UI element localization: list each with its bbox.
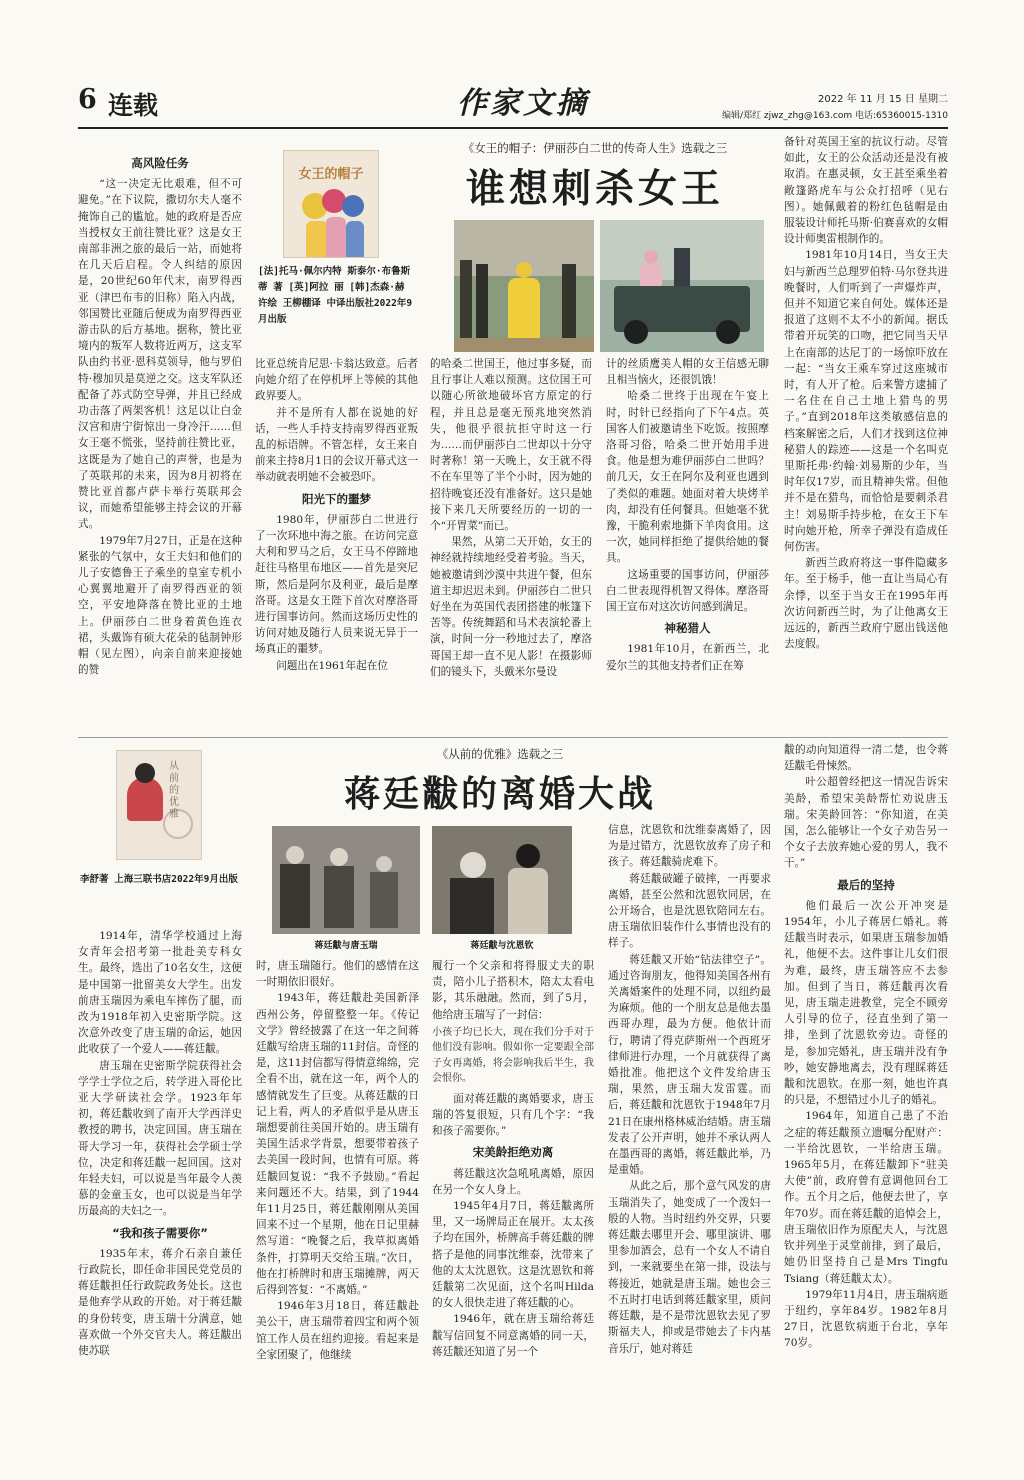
paragraph: 1946年3月18日，蒋廷黻赴美公干，唐玉瑞带着四宝和两个领馆工作人员在纽约迎接。看起来是全家团聚了，他继续 xyxy=(256,1300,419,1361)
photo-caption: 蒋廷黻与唐玉瑞 xyxy=(314,941,378,951)
subheading: “我和孩子需要你” xyxy=(112,1225,208,1240)
paragraph: 1980年，伊丽莎白二世进行了一次环地中海之旅。在访问完意大利和罗马之后，女王马不停蹄地赶往马格里布地区——首先是突尼斯，然后是阿尔及利亚，最后是摩洛哥。这是女王陛下首次对摩洛哥进行国事访问。然而这场历史性的访问对她及随行人员来说无异于一场真正的噩梦。 xyxy=(255,513,418,656)
paragraph: 叶公超曾经把这一情况告诉宋美龄，希望宋美龄帮忙劝说唐玉瑞。宋美龄回答：“你知道，在美国，怎么能够让一个女子劝告另一个女子去放弃她心爱的男人，我不干。” xyxy=(784,776,948,870)
photo-jiang-and-shen xyxy=(432,826,572,934)
paragraph: 唐玉瑞在史密斯学院获得社会学学士学位之后，转学进入哥伦比亚大学研读社会学。1923年年初，蒋廷黻收到了南开大学西洋史教授的聘书，决定回国。唐玉瑞在哥大学习一年，获得社会学硕士学位，决定和蒋廷黻一起回国。这对年轻夫妇，可以说是当年最令人羡慕的金童玉女，也可以说是当年学历最高的夫妇之一。 xyxy=(78,1059,242,1218)
article1-column-5 xyxy=(784,134,948,732)
subheading: 最后的坚持 xyxy=(837,877,895,892)
paragraph: 从此之后，那个意气风发的唐玉瑞消失了，她变成了一个泼妇一般的人物。当时纽约外交界，只要蒋廷黻去哪里开会、哪里演讲、哪里参加酒会，总有一个女人不请自到，一来就要坐在第一排，设法与蒋接近，她就是唐玉瑞。她也会三不五时打电话到蒋廷黻家里，质问蒋廷黻，是不是带沈恩钦去见了罗斯福夫人，抑或是带她去了卡内基音乐厅，她对蒋廷 xyxy=(608,1180,771,1355)
article2-column-4 xyxy=(608,822,771,1412)
paragraph: 蒋廷黻又开始“钻法律空子”。通过咨询朋友，他得知美国各州有关离婚案件的处理不同，以纽约最为麻烦。他的一个朋友总是他去墨西哥办理，最为方便。他依计而行，聘请了得克萨斯州一个西班牙律师进行办理，一个月就获得了离婚批准。他把这个文件发给唐玉瑞，果然，唐玉瑞大发雷霆。而后，蒋廷黻和沈恩钦于1948年7月21日在康州格林威治结婚。唐玉瑞发表了公开声明，她并不承认两人在墨西哥的离婚，蒋廷黻此举，乃是重婚。 xyxy=(608,953,771,1177)
paragraph: 并不是所有人都在说她的好话，一些人手持支持南罗得西亚叛乱的标语牌。不管怎样，女王来自前来主持8月1日的会议开幕式这一举动就表明她不会被恐吓。 xyxy=(255,406,418,484)
subheading: 神秘猎人 xyxy=(664,621,711,636)
paragraph: “这一决定无比艰难，但不可避免。”在下议院，撒切尔夫人毫不掩饰自己的尴尬。她的政府是否应当授权女王前往赞比亚？这是女王南部非洲之旅的最后一站，而她将在几天后启程。令人纠结的原因是，20世纪60年代末，南罗得西亚（津巴布韦的旧称）陷入内战，邻国赞比亚随后便成为南罗得西亚游击队的后方基地。据称，赞比亚境内的叛军人数将近两万，这支军队由约书亚·恩科莫领导，他与罗伯特·穆加贝是莫逆之交。这支军队还配备了苏式防空导弹，并且已经成功击落了两架客机！这足以让白金汉宫和唐宁街惊出一身冷汗……但女王毫不慌张，坚持前往赞比亚，这既是为了她自己的声誉，也是为了英联邦的未来，因为8月初将在赞比亚首都卢萨卡举行英联邦会议，而她希望能够主持会议的开幕式。 xyxy=(78,178,242,531)
paragraph: 蒋廷黻破罐子破摔，一再要求离婚，甚至公然和沈恩钦同居，在公开场合，也是沈恩钦陪同左右。唐玉瑞依旧装作什么事情也没有的样子。 xyxy=(608,872,771,950)
masthead: 作家文摘 xyxy=(457,86,589,121)
headline: 蒋廷黻的离婚大战 xyxy=(343,773,656,815)
paragraph: 问题出在1961年起在位 xyxy=(276,659,388,672)
photo-queen-new-zealand xyxy=(600,220,764,352)
article2-column-5 xyxy=(784,742,948,1412)
book-cover-former-elegance xyxy=(116,750,202,860)
paragraph: 哈桑二世终于出现在午宴上时，时针已经指向了下午4点。英国客人们被邀请坐下吃饭。按照摩洛哥习俗，哈桑二世开始用手进食。他是想为难伊丽莎白二世吗？前几天，女王在阿尔及利亚也遇到了类似的难题。她面对着大块烤羊肉，却没有任何餐具。但她毫不犹豫，干脆利索地撕下羊肉食用。这一次，她同样拒绝了提供给她的餐具。 xyxy=(606,390,769,565)
article1-column-1 xyxy=(78,150,242,732)
paragraph: 1981年10月，在新西兰，北爱尔兰的其他支持者们正在筹 xyxy=(606,643,769,672)
photo-caption: 蒋廷黻与沈恩钦 xyxy=(470,941,534,951)
section-divider xyxy=(78,737,948,738)
book-cover-title: 从前的优雅 xyxy=(169,761,179,820)
subheading: 高风险任务 xyxy=(131,156,189,170)
article2-column-3 xyxy=(432,958,594,1412)
editor-contact: 编辑/郑红 zjwz_zhg@163.com 电话:65360015-1310 xyxy=(722,111,948,121)
paragraph: 比亚总统肯尼思·卡翁达致意。后者向她介绍了在停机坪上等候的其他政界要人。 xyxy=(255,358,418,403)
paragraph: 1914年，清华学校通过上海女青年会招考第一批赴美专科女生。最终，选出了10名女生，这便是中国第一批留美女大学生。出发前唐玉瑞因为乘电车摔伤了腿，而改为1918年初入史密斯学院。这次意外改变了唐玉瑞的命运，她因此收获了一个爱人——蒋廷黻。 xyxy=(78,930,242,1056)
paragraph: 备针对英国王室的抗议行动。尽管如此，女王的公众活动还是没有被取消。在惠灵顿，女王甚至乘坐着敞篷路虎车与公众打招呼（见右图）。她佩戴着的粉红色毡帽是由服装设计师托马斯·伯赛喜欢的女帽设计师奥雷根制作的。 xyxy=(784,136,948,246)
article1-column-2 xyxy=(255,356,418,732)
article2-column-1 xyxy=(78,928,242,1412)
paragraph: 面对蒋廷黻的离婚要求，唐玉瑞的答复很短，只有几个字：“我和孩子需要你。” xyxy=(432,1092,594,1138)
paragraph: 1964年，知道自己患了不治之症的蒋廷黻预立遗嘱分配财产：一半给沈恩钦，一半给唐玉瑞。1965年5月，在蒋廷黻卸下“驻美大使”前，政府曾有意调他回台工作。五个月之后，他便去世了，享年70岁。而在蒋廷黻的追悼会上，唐玉瑞依旧作为原配夫人，与沈恩钦并列坐于灵堂前排，到了最后，她仍旧坚持自己是Mrs Tingfu Tsiang（蒋廷黻太太）。 xyxy=(784,1110,948,1285)
book-cover-queens-hats xyxy=(283,150,379,258)
paragraph: 果然，从第二天开始，女王的神经就持续地经受着考验。当天，她被邀请到沙漠中共进午餐，但东道主却迟迟未到。伊丽莎白二世只好坐在为英国代表团搭建的帐篷下苦等。传统舞蹈和马术表演轮番上演，时间一分一秒地过去了，摩洛哥国王却一直不见人影！在摄影师们的镜头下，头戴米尔曼设 xyxy=(430,536,592,678)
letter-quote: 小孩子均已长大，现在我们分手对于他们没有影响。假如你一定要跟全部子女再离婚，将会影响我后半生，我会恨你。 xyxy=(432,1026,594,1085)
photo-queen-zambia xyxy=(454,220,594,352)
paragraph: 1946年，就在唐玉瑞给蒋廷黻写信回复不同意离婚的同一天，蒋廷黻还知道了另一个 xyxy=(432,1313,594,1358)
paragraph: 这场重要的国事访问，伊丽莎白二世表现得机智又得体。摩洛哥国王宣布对这次访问感到满足。 xyxy=(606,568,769,614)
book-cover-title: 女王的帽子 xyxy=(298,167,364,182)
paragraph: 时，唐玉瑞随行。他们的感情在这一时期依旧很好。 xyxy=(256,960,419,989)
paragraph: 新西兰政府将这一事件隐藏多年。至于杨手，他一直让当局心有余悸，以至于当女王在1995年再次访问新西兰时，为了让他离女王远远的，新西兰政府宁愿出钱送他去度假。 xyxy=(784,557,948,651)
paragraph: 1943年，蒋廷黻赴美国新泽西州公务，停留整整一年。《传记文学》曾经披露了在这一年之间蒋廷黻写给唐玉瑞的11封信。奇怪的是，这11封信都写得情意绵绵，完全看不出，就在这一年，两个人的感情就发生了巨变。从蒋廷黻的日记上看，两人的矛盾似乎是从唐玉瑞想要前往美国开始的。唐玉瑞有美国生活求学背景，想要带着孩子去美国一段时间，也情有可原。蒋廷黻回复说：“我不予鼓励。”看起来问题还不大。结果，到了1944年11月25日，蒋廷黻刚刚从美国回来不过一个星期，他在日记里赫然写道：“晚餐之后，我草拟离婚条件，打算明天交给玉瑞。”次日，他在打桥牌时和唐玉瑞摊牌，两天后得到答复：“不离婚。” xyxy=(256,992,419,1297)
article1-column-4 xyxy=(606,356,769,732)
paragraph: 计的丝质鹰美人帽的女王信感无聊且相当恼火，还很饥饿！ xyxy=(606,358,769,387)
paragraph: 履行一个父亲和将得服丈夫的职责，陪小儿子搭积木，陪太太看电影，其乐融融。然而，到了5月，他给唐玉瑞写了一封信： xyxy=(432,960,594,1021)
book-info: 李舒著 上海三联书店2022年9月出版 xyxy=(80,874,238,885)
paragraph: 1979年7月27日，正是在这种紧张的气氛中，女王夫妇和他们的儿子安德鲁王子乘坐的皇室专机小心翼翼地避开了南罗得西亚的领空，平安地降落在赞比亚的土地上。伊丽莎白二世身着黄色连衣裙，头戴饰有硕大花朵的毡制钟形帽（见左图），向亲自前来迎接她的赞 xyxy=(78,534,242,677)
section-label: 连载 xyxy=(108,91,159,120)
subheading: 宋美龄拒绝劝离 xyxy=(472,1145,554,1160)
article2-column-2 xyxy=(256,958,419,1412)
paragraph: 黻的动向知道得一清二楚，也令蒋廷黻毛骨悚然。 xyxy=(784,744,948,773)
paragraph: 1981年10月14日，当女王夫妇与新西兰总理罗伯特·马尔登共进晚餐时，人们听到了一声爆炸声，但并不知道它来自何处。媒体还是报道了这则不太不小的新闻。据氐带着开玩笑的口吻，把它同当天早上在南部的达尼丁的一场惊吓放在一起：“当女王乘车穿过这座城市时，有人开了枪。后来警方逮捕了一名住在自己土地上猎鸟的男子。”直到2018年这类敏感信息的档案解密之后，人们才找到这位神秘猎人的踪迹——这是一个名叫克里斯托弗·约翰·刘易斯的少年，当时年仅17岁，而且精神失常。但他并不是在猎鸟，而恰恰是要刺杀君主！刘易斯手持步枪，在女王下车时向她开枪，所幸子弹没有造成任何伤害。 xyxy=(784,249,948,554)
paragraph: 1935年末，蒋介石亲自兼任行政院长，即任命非国民党党员的蒋廷黻担任行政院政务处长。这也是他弃学从政的开始。对于蒋廷黻的身份转变，唐玉瑞十分满意，她喜欢做一个外交官夫人。蒋廷黻出使苏联 xyxy=(78,1247,242,1358)
paragraph: 的哈桑二世国王，他过事多疑，而且行事让人难以预测。这位国王可以随心所欲地破坏官方原定的行程，并且总是毫无预兆地突然消失，他很乎很抗拒守时这一行为……而伊丽莎白二世却以十分守时著称！第一天晚上，女王就不得不在车里等了半个小时，因为她的招待晚宴还没有准备好。这只是她接下来几天所要经历的一切的一个“开胃菜”而已。 xyxy=(430,358,592,533)
paragraph: 蒋廷黻这次急吼吼离婚，原因在另一个女人身上。 xyxy=(432,1167,594,1196)
series-label: 《从前的优雅》选载之三 xyxy=(436,747,564,761)
article1-column-3 xyxy=(430,356,592,732)
paragraph: 他们最后一次公开冲突是1954年，小儿子蒋居仁婚礼。蒋廷黻当时表示，如果唐玉瑞参加婚礼，他便不去。这件事让儿女们很为难，最终，唐玉瑞答应不去参加。但到了当日，蒋廷黻再次看见，唐玉瑞走进教堂，完全不顾旁人引导的位子，径直坐到了第一排，坐到了沈恩钦旁边。奇怪的是，参加完婚礼，唐玉瑞并没有争吵，她安静地离去，没有理睬蒋廷黻和沈恩钦。在那一刻，她也许真的只是，不想错过小儿子的婚礼。 xyxy=(784,899,948,1107)
issue-date: 2022 年 11 月 15 日 星期二 xyxy=(818,94,948,105)
subheading: 阳光下的噩梦 xyxy=(302,491,371,506)
book-info: [法]托马·佩尔内特 斯泰尔·布鲁斯蒂 著 [英]阿拉 丽 [韩]杰森·赫许绘 王柳棚译 中译出版社2022年9月出版 xyxy=(258,266,413,325)
paragraph: 1945年4月7日，蒋廷黻离所里，又一场牌局正在展开。太太孩子均在国外，桥牌高手蒋廷黻的牌搭子是他的同事沈维泰，沈带来了他的太太沈恩钦。这是沈恩钦和蒋廷黻第二次见面，这个名叫Hilda的女人很快走进了蒋廷黻的心。 xyxy=(432,1200,594,1310)
header-rule xyxy=(78,127,948,129)
photo-jiang-and-tang xyxy=(272,826,420,934)
headline: 谁想刺杀女王 xyxy=(465,167,724,212)
paragraph: 信息，沈恩钦和沈维泰离婚了，因为是过错方，沈恩钦放弃了房子和孩子。蒋廷黻骑虎难下。 xyxy=(608,824,771,869)
page-header xyxy=(78,78,948,126)
page-number: 6 xyxy=(78,84,97,115)
paragraph: 1979年11月4日，唐玉瑞病逝于纽约，享年84岁。1982年8月27日，沈恩钦病逝于台北，享年70岁。 xyxy=(784,1288,948,1350)
series-label: 《女王的帽子：伊丽莎白二世的传奇人生》选载之三 xyxy=(462,141,728,155)
